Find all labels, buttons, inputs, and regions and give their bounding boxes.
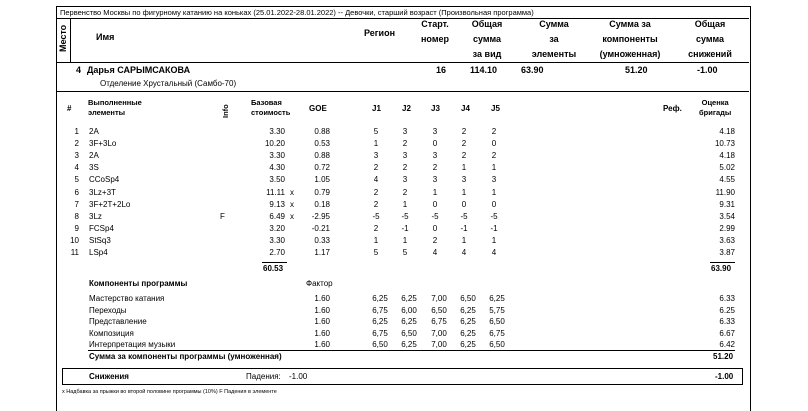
component-row — [60, 306, 746, 318]
element-bonus-mark: x — [290, 211, 294, 221]
element-number: 2 — [74, 139, 79, 149]
table-row — [60, 139, 746, 151]
judge-4-component-mark: 6,25 — [460, 305, 476, 315]
total-score-header: Общая сумма за вид — [471, 19, 503, 59]
element-base-value: 11.11 — [266, 187, 285, 197]
skater-elements-score: 63.90 — [521, 65, 544, 75]
judge-3-mark: -5 — [431, 211, 439, 221]
judge-4-component-mark: 6,25 — [460, 340, 476, 349]
element-base-value: 3.50 — [269, 175, 285, 185]
element-number: 4 — [74, 163, 79, 173]
elements-num-header: # — [67, 104, 72, 113]
judge-3-mark: 0 — [432, 199, 438, 209]
table-row — [60, 212, 746, 224]
table-row — [60, 175, 746, 187]
judge-2-component-mark: 6,25 — [401, 340, 417, 349]
judge-4-mark: 3 — [461, 175, 467, 185]
component-row — [60, 317, 746, 329]
element-number: 9 — [74, 223, 79, 233]
elements-name-header: Выполненные элементы — [88, 98, 142, 117]
element-code: FCSp4 — [89, 223, 114, 233]
component-factor: 1.60 — [314, 328, 330, 338]
component-name: Интерпретация музыки — [89, 340, 176, 349]
table-row — [60, 200, 746, 212]
judge-4-mark: -5 — [460, 211, 468, 221]
judge-2-component-mark: 6,50 — [401, 328, 417, 338]
component-name: Представление — [89, 317, 147, 326]
region-header: Регион — [364, 28, 395, 38]
judge-5-component-mark: 5,75 — [489, 305, 505, 315]
judge-5-header: J5 — [491, 104, 500, 113]
table-row — [60, 127, 746, 139]
component-factor: 1.60 — [314, 340, 330, 349]
table-row — [60, 188, 746, 200]
skater-place: 4 — [76, 65, 82, 75]
judge-4-mark: 1 — [461, 187, 467, 197]
element-code: 2A — [89, 127, 99, 136]
component-score: 6.67 — [719, 328, 735, 338]
judge-5-component-mark: 6,50 — [489, 317, 505, 326]
judge-5-mark: 0 — [491, 139, 497, 149]
judge-5-mark: 2 — [491, 151, 497, 161]
judge-2-mark: 2 — [402, 187, 408, 197]
judge-2-mark: 2 — [402, 139, 408, 149]
judge-2-mark: 3 — [402, 175, 408, 185]
judge-5-component-mark: 6,75 — [489, 328, 505, 338]
judge-2-header: J2 — [402, 104, 411, 113]
judge-1-mark: 4 — [373, 175, 379, 185]
judge-2-mark: -1 — [401, 223, 409, 233]
elements-score-header: Сумма за элементы — [531, 19, 577, 59]
judge-3-mark: 0 — [432, 139, 438, 149]
judge-5-component-mark: 6,50 — [489, 340, 505, 349]
judge-3-component-mark: 6,50 — [431, 305, 447, 315]
judge-3-mark: 4 — [432, 248, 438, 257]
element-goe: 1.05 — [314, 175, 330, 185]
element-base-value: 6.49 — [269, 211, 285, 221]
judge-1-mark: 2 — [373, 199, 379, 209]
judge-5-mark: 1 — [491, 163, 497, 173]
falls-label: Падения: — [246, 372, 281, 381]
judge-3-mark: 2 — [432, 163, 438, 173]
element-panel-score: 9.31 — [719, 199, 735, 209]
judge-4-component-mark: 6,25 — [460, 317, 476, 326]
divider — [262, 262, 287, 263]
judge-3-component-mark: 7,00 — [431, 294, 447, 303]
judge-4-mark: 4 — [461, 248, 467, 257]
judge-5-mark: 1 — [491, 187, 497, 197]
element-base-value: 9.13 — [269, 199, 285, 209]
judge-4-mark: -1 — [460, 223, 468, 233]
judge-2-component-mark: 6,25 — [401, 317, 417, 326]
deductions-box — [62, 368, 743, 385]
judge-1-component-mark: 6,25 — [372, 317, 388, 326]
judge-2-component-mark: 6,00 — [401, 305, 417, 315]
element-panel-score: 3.87 — [719, 248, 735, 257]
element-panel-score: 2.99 — [719, 223, 735, 233]
table-row — [60, 248, 746, 260]
judge-2-mark: 3 — [402, 127, 408, 136]
judge-1-component-mark: 6,75 — [372, 328, 388, 338]
judge-3-mark: 3 — [432, 151, 438, 161]
judge-3-component-mark: 7,00 — [431, 340, 447, 349]
component-score: 6.33 — [719, 317, 735, 326]
component-factor: 1.60 — [314, 317, 330, 326]
judge-3-mark: 3 — [432, 127, 438, 136]
info-header: Info — [221, 104, 230, 118]
element-goe: 0.18 — [314, 199, 330, 209]
element-number: 11 — [70, 248, 79, 257]
judge-5-mark: 3 — [491, 175, 497, 185]
judge-4-mark: 1 — [461, 163, 467, 173]
element-goe: 1.17 — [314, 248, 330, 257]
judge-5-mark: 4 — [491, 248, 497, 257]
judge-5-component-mark: 6,25 — [489, 294, 505, 303]
judge-1-mark: 1 — [373, 235, 379, 245]
element-goe: 0.88 — [314, 127, 330, 136]
divider — [710, 262, 735, 263]
elements-total-score: 63.90 — [711, 264, 732, 273]
judge-4-component-mark: 6,50 — [460, 294, 476, 303]
table-row — [60, 236, 746, 248]
components-total-label: Сумма за компоненты программы (умноженная) — [89, 352, 282, 361]
component-name: Композиция — [89, 328, 134, 338]
skater-deductions: -1.00 — [697, 65, 718, 75]
judge-1-mark: 1 — [373, 139, 379, 149]
element-goe: 0.72 — [314, 163, 330, 173]
element-panel-score: 4.18 — [719, 127, 735, 136]
element-base-value: 3.30 — [269, 151, 285, 161]
element-panel-score: 11.90 — [715, 187, 735, 197]
goe-header: GOE — [309, 104, 327, 113]
judge-3-component-mark: 7,00 — [431, 328, 447, 338]
element-base-value: 10.20 — [264, 139, 285, 149]
element-base-value: 3.30 — [269, 235, 285, 245]
judge-1-mark: 5 — [373, 127, 379, 136]
judge-3-mark: 3 — [432, 175, 438, 185]
table-row — [60, 151, 746, 163]
judge-3-mark: 2 — [432, 235, 438, 245]
element-panel-score: 5.02 — [719, 163, 735, 173]
component-name: Мастерство катания — [89, 294, 165, 303]
table-row — [60, 163, 746, 175]
skater-total: 114.10 — [470, 65, 498, 75]
deductions-label: Снижения — [89, 372, 129, 381]
judge-2-mark: 1 — [402, 199, 408, 209]
component-row — [60, 294, 746, 306]
judge-1-mark: 2 — [373, 187, 379, 197]
element-base-value: 3.20 — [269, 223, 285, 233]
element-panel-score: 3.54 — [719, 211, 735, 221]
divider — [88, 350, 735, 351]
element-code: 3F+2T+2Lo — [89, 199, 131, 209]
judge-4-component-mark: 6,25 — [460, 328, 476, 338]
judge-2-mark: 5 — [402, 248, 408, 257]
falls-value: -1.00 — [289, 372, 308, 381]
judge-5-mark: -1 — [490, 223, 498, 233]
element-code: StSq3 — [89, 235, 111, 245]
judge-1-component-mark: 6,50 — [372, 340, 388, 349]
judge-2-mark: -5 — [401, 211, 409, 221]
place-header: Место — [58, 24, 68, 52]
element-panel-score: 3.63 — [719, 235, 735, 245]
base-value-header: Базовая стоимость — [251, 98, 291, 117]
judge-1-component-mark: 6,75 — [372, 305, 388, 315]
judge-3-header: J3 — [431, 104, 440, 113]
skater-club: Отделение Хрустальный (Самбо-70) — [100, 79, 237, 88]
component-row — [60, 329, 746, 341]
judge-2-component-mark: 6,25 — [401, 294, 417, 303]
deductions-header: Общая сумма снижений — [688, 19, 732, 59]
judge-1-component-mark: 6,25 — [372, 294, 388, 303]
event-title: Первенство Москвы по фигурному катанию на коньках (25.01.2022-28.01.2022) -- Девочки, старший возраст (Произвольная программа) — [60, 8, 534, 17]
judge-4-mark: 2 — [461, 127, 467, 136]
judge-3-mark: 0 — [432, 223, 438, 233]
divider — [56, 62, 749, 63]
panel-score-header: Оценка бригады — [699, 98, 732, 117]
judge-4-mark: 1 — [461, 235, 467, 245]
name-header: Имя — [96, 32, 115, 42]
element-bonus-mark: x — [290, 187, 294, 197]
element-goe: -0.21 — [311, 223, 330, 233]
factor-header: Фактор — [306, 279, 333, 288]
judge-1-mark: 3 — [373, 151, 379, 161]
judge-5-mark: 0 — [491, 199, 497, 209]
judge-1-mark: 5 — [373, 248, 379, 257]
start-number-header: Старт. номер — [421, 19, 449, 44]
element-number: 8 — [74, 211, 79, 221]
element-base-value: 4.30 — [269, 163, 285, 173]
judge-2-mark: 1 — [402, 235, 408, 245]
component-factor: 1.60 — [314, 305, 330, 315]
judge-4-mark: 2 — [461, 139, 467, 149]
element-number: 1 — [74, 127, 79, 136]
components-title: Компоненты программы — [89, 279, 188, 288]
judge-1-mark: 2 — [373, 163, 379, 173]
element-number: 5 — [74, 175, 79, 185]
element-goe: 0.33 — [314, 235, 330, 245]
element-panel-score: 10.73 — [714, 139, 735, 149]
element-code: 3S — [89, 163, 99, 173]
element-goe: 0.79 — [314, 187, 330, 197]
judge-5-mark: 1 — [491, 235, 497, 245]
element-goe: 0.53 — [314, 139, 330, 149]
judge-4-mark: 2 — [461, 151, 467, 161]
judge-2-mark: 2 — [402, 163, 408, 173]
skater-start-number: 16 — [436, 65, 447, 75]
judge-3-component-mark: 6,75 — [431, 317, 447, 326]
judge-1-mark: 2 — [373, 223, 379, 233]
deductions-total: -1.00 — [715, 372, 734, 381]
skater-components-score: 51.20 — [625, 65, 648, 75]
component-score: 6.42 — [719, 340, 735, 349]
component-factor: 1.60 — [314, 294, 330, 303]
component-score: 6.33 — [719, 294, 735, 303]
judge-4-header: J4 — [461, 104, 470, 113]
element-code: 3Lz+3T — [89, 187, 116, 197]
judge-1-mark: -5 — [372, 211, 380, 221]
components-total: 51.20 — [713, 352, 734, 361]
judge-3-mark: 1 — [432, 187, 438, 197]
element-number: 6 — [74, 187, 79, 197]
element-bonus-mark: x — [290, 199, 294, 209]
judge-4-mark: 0 — [461, 199, 467, 209]
element-code: CCoSp4 — [89, 175, 120, 185]
divider — [56, 91, 749, 92]
components-score-header: Сумма за компоненты (умноженная) — [599, 19, 661, 59]
element-info: F — [220, 211, 225, 221]
element-code: LSp4 — [89, 248, 108, 257]
element-goe: -2.95 — [311, 211, 330, 221]
judge-5-mark: 2 — [491, 127, 497, 136]
table-row — [60, 224, 746, 236]
divider — [70, 18, 71, 62]
judge-5-mark: -5 — [490, 211, 498, 221]
element-base-value: 3.30 — [269, 127, 285, 136]
element-number: 10 — [70, 235, 79, 245]
element-code: 2A — [89, 151, 99, 161]
referee-header: Реф. — [663, 104, 682, 113]
element-base-value: 2.70 — [269, 248, 285, 257]
element-panel-score: 4.55 — [719, 175, 735, 185]
element-number: 3 — [74, 151, 79, 161]
elements-total-base: 60.53 — [263, 264, 284, 273]
skater-name: Дарья САРЫМСАКОВА — [87, 65, 191, 75]
judge-1-header: J1 — [372, 104, 381, 113]
judge-2-mark: 3 — [402, 151, 408, 161]
footnote: x Надбавка за прыжки во второй половине программы (10%) F Падения в элементе — [62, 389, 277, 395]
element-number: 7 — [74, 199, 79, 209]
element-code: 3F+3Lo — [89, 139, 117, 149]
component-name: Переходы — [89, 305, 127, 315]
element-code: 3Lz — [89, 211, 102, 221]
element-panel-score: 4.18 — [719, 151, 735, 161]
component-score: 6.25 — [719, 305, 735, 315]
element-goe: 0.88 — [314, 151, 330, 161]
